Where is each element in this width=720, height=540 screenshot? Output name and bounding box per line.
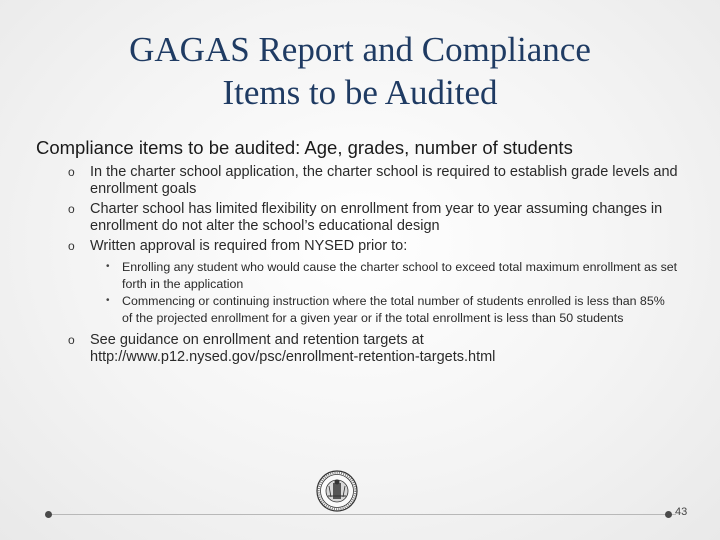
bullet-item: [68, 201, 678, 235]
sub-bullet-text: Enrolling any student who would cause the charter school to exceed total maximum enrollment as set forth in the application: [122, 260, 678, 291]
footer-rule-node-left: [45, 511, 52, 518]
slide-title-line-1: GAGAS Report and Compliance: [129, 30, 591, 69]
bullet-marker: o: [68, 165, 75, 179]
bullet-text: Charter school has limited flexibility on enrollment from year to year assuming changes in enrollment do not alter the school’s educational design: [90, 201, 663, 234]
slide-title: [40, 28, 680, 114]
bullet-text: In the charter school application, the charter school is required to establish grade levels and enrollment goals: [90, 164, 678, 197]
bullet-item: [68, 332, 678, 366]
nys-seal-icon: [316, 470, 358, 512]
sub-bullet-marker: •: [106, 295, 110, 306]
bullet-item: [68, 164, 678, 198]
bullet-text: Written approval is required from NYSED prior to:: [90, 238, 408, 254]
footer-rule: [48, 514, 676, 515]
slide-heading: Compliance items to be audited: Age, grades, number of students: [36, 137, 573, 158]
bullet-marker: o: [68, 333, 75, 347]
sub-bullet-text: Commencing or continuing instruction where the total number of students enrolled is less than 85% of the projected enrollment for a given year or if the total enrollment is less than 50 students: [122, 294, 665, 325]
bullet-list: [68, 164, 678, 369]
sub-bullet-list: [90, 259, 678, 326]
sub-bullet-item: [90, 259, 678, 292]
sub-bullet-item: [90, 293, 678, 326]
bullet-marker: o: [68, 239, 75, 253]
footer-rule-node-right: [665, 511, 672, 518]
bullet-item: [68, 238, 678, 326]
slide-title-line-2: Items to be Audited: [222, 73, 498, 112]
bullet-text: See guidance on enrollment and retention targets at http://www.p12.nysed.gov/psc/enrollment-retention-targets.html: [90, 332, 496, 365]
bullet-marker: o: [68, 202, 75, 216]
page-number: 43: [675, 506, 688, 518]
sub-bullet-marker: •: [106, 261, 110, 272]
